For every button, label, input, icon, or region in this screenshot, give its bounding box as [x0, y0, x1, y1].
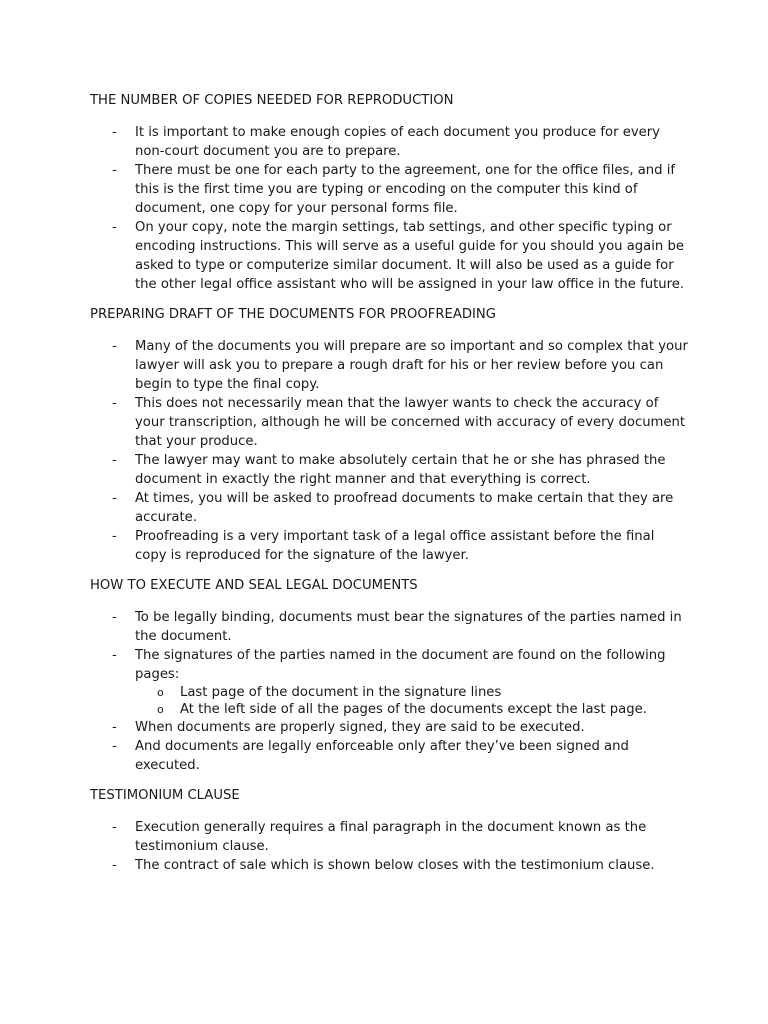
- list-item: [90, 161, 690, 218]
- list-item-text: To be legally binding, documents must bear the signatures of the parties named in the document.: [135, 610, 682, 644]
- dash-bullet: -: [112, 220, 117, 235]
- list-item-text: Execution generally requires a final paragraph in the document known as the testimonium clause.: [135, 820, 647, 854]
- dash-bullet: -: [112, 125, 117, 140]
- section-heading-execute: HOW TO EXECUTE AND SEAL LEGAL DOCUMENTS: [90, 578, 418, 593]
- list-item-text: And documents are legally enforceable only after they’ve been signed and executed.: [135, 739, 629, 773]
- dash-bullet: -: [112, 858, 117, 873]
- list-item: [90, 451, 690, 489]
- sub-list-item: [135, 701, 690, 718]
- dash-bullet: -: [112, 453, 117, 468]
- dash-bullet: -: [112, 720, 117, 735]
- list-item: [90, 718, 690, 737]
- list-item-text: Many of the documents you will prepare are so important and so complex that your lawyer will ask you to prepare a rough draft for his or her review before you can begin to type the final copy.: [135, 339, 688, 392]
- sub-list-item: [135, 684, 690, 701]
- circle-bullet: o: [157, 686, 164, 699]
- dash-bullet: -: [112, 610, 117, 625]
- list-item: [90, 818, 690, 856]
- document-page: [90, 92, 690, 875]
- list-item: [90, 737, 690, 775]
- list-item-text: At times, you will be asked to proofread documents to make certain that they are accurate.: [135, 491, 674, 525]
- list-item-text: Proofreading is a very important task of a legal office assistant before the final copy is reproduced for the signature of the lawyer.: [135, 529, 655, 563]
- list-item: [90, 489, 690, 527]
- section-heading-copies: THE NUMBER OF COPIES NEEDED FOR REPRODUCTION: [90, 93, 454, 108]
- bullet-list-execute: [90, 608, 690, 775]
- list-item-text: It is important to make enough copies of each document you produce for every non-court document you are to prepare.: [135, 125, 660, 159]
- sub-list-item-text: Last page of the document in the signature lines: [180, 685, 502, 700]
- list-item: [90, 527, 690, 565]
- dash-bullet: -: [112, 529, 117, 544]
- bullet-list-draft: [90, 337, 690, 565]
- dash-bullet: -: [112, 739, 117, 754]
- list-item: [90, 337, 690, 394]
- list-item: [90, 646, 690, 718]
- list-item: [90, 394, 690, 451]
- dash-bullet: -: [112, 491, 117, 506]
- list-item-text: When documents are properly signed, they are said to be executed.: [135, 720, 585, 735]
- bullet-list-testimonium: [90, 818, 690, 875]
- sub-bullet-list: [135, 684, 690, 718]
- list-item: [90, 123, 690, 161]
- list-item-text: On your copy, note the margin settings, tab settings, and other specific typing or encoding instructions. This will serve as a useful guide for you should you again be asked to type or computerize similar document. It will also be used as a guide for the other legal office assistant who will be assigned in your law office in the future.: [135, 220, 685, 292]
- list-item: [90, 608, 690, 646]
- section-heading-testimonium: TESTIMONIUM CLAUSE: [90, 788, 240, 803]
- list-item-text: This does not necessarily mean that the lawyer wants to check the accuracy of your transcription, although he will be concerned with accuracy of every document that your produce.: [135, 396, 686, 449]
- list-item-text: The signatures of the parties named in the document are found on the following pages:: [135, 648, 666, 682]
- list-item: [90, 218, 690, 294]
- dash-bullet: -: [112, 820, 117, 835]
- dash-bullet: -: [112, 648, 117, 663]
- list-item-text: The lawyer may want to make absolutely certain that he or she has phrased the document in exactly the right manner and that everything is correct.: [135, 453, 666, 487]
- sub-list-item-text: At the left side of all the pages of the documents except the last page.: [180, 702, 647, 717]
- list-item: [90, 856, 690, 875]
- dash-bullet: -: [112, 339, 117, 354]
- bullet-list-copies: [90, 123, 690, 294]
- section-heading-draft: PREPARING DRAFT OF THE DOCUMENTS FOR PROOFREADING: [90, 307, 496, 322]
- circle-bullet: o: [157, 703, 164, 716]
- dash-bullet: -: [112, 163, 117, 178]
- dash-bullet: -: [112, 396, 117, 411]
- list-item-text: There must be one for each party to the agreement, one for the office files, and if this is the first time you are typing or encoding on the computer this kind of document, one copy for your personal forms file.: [135, 163, 676, 216]
- list-item-text: The contract of sale which is shown below closes with the testimonium clause.: [135, 858, 655, 873]
